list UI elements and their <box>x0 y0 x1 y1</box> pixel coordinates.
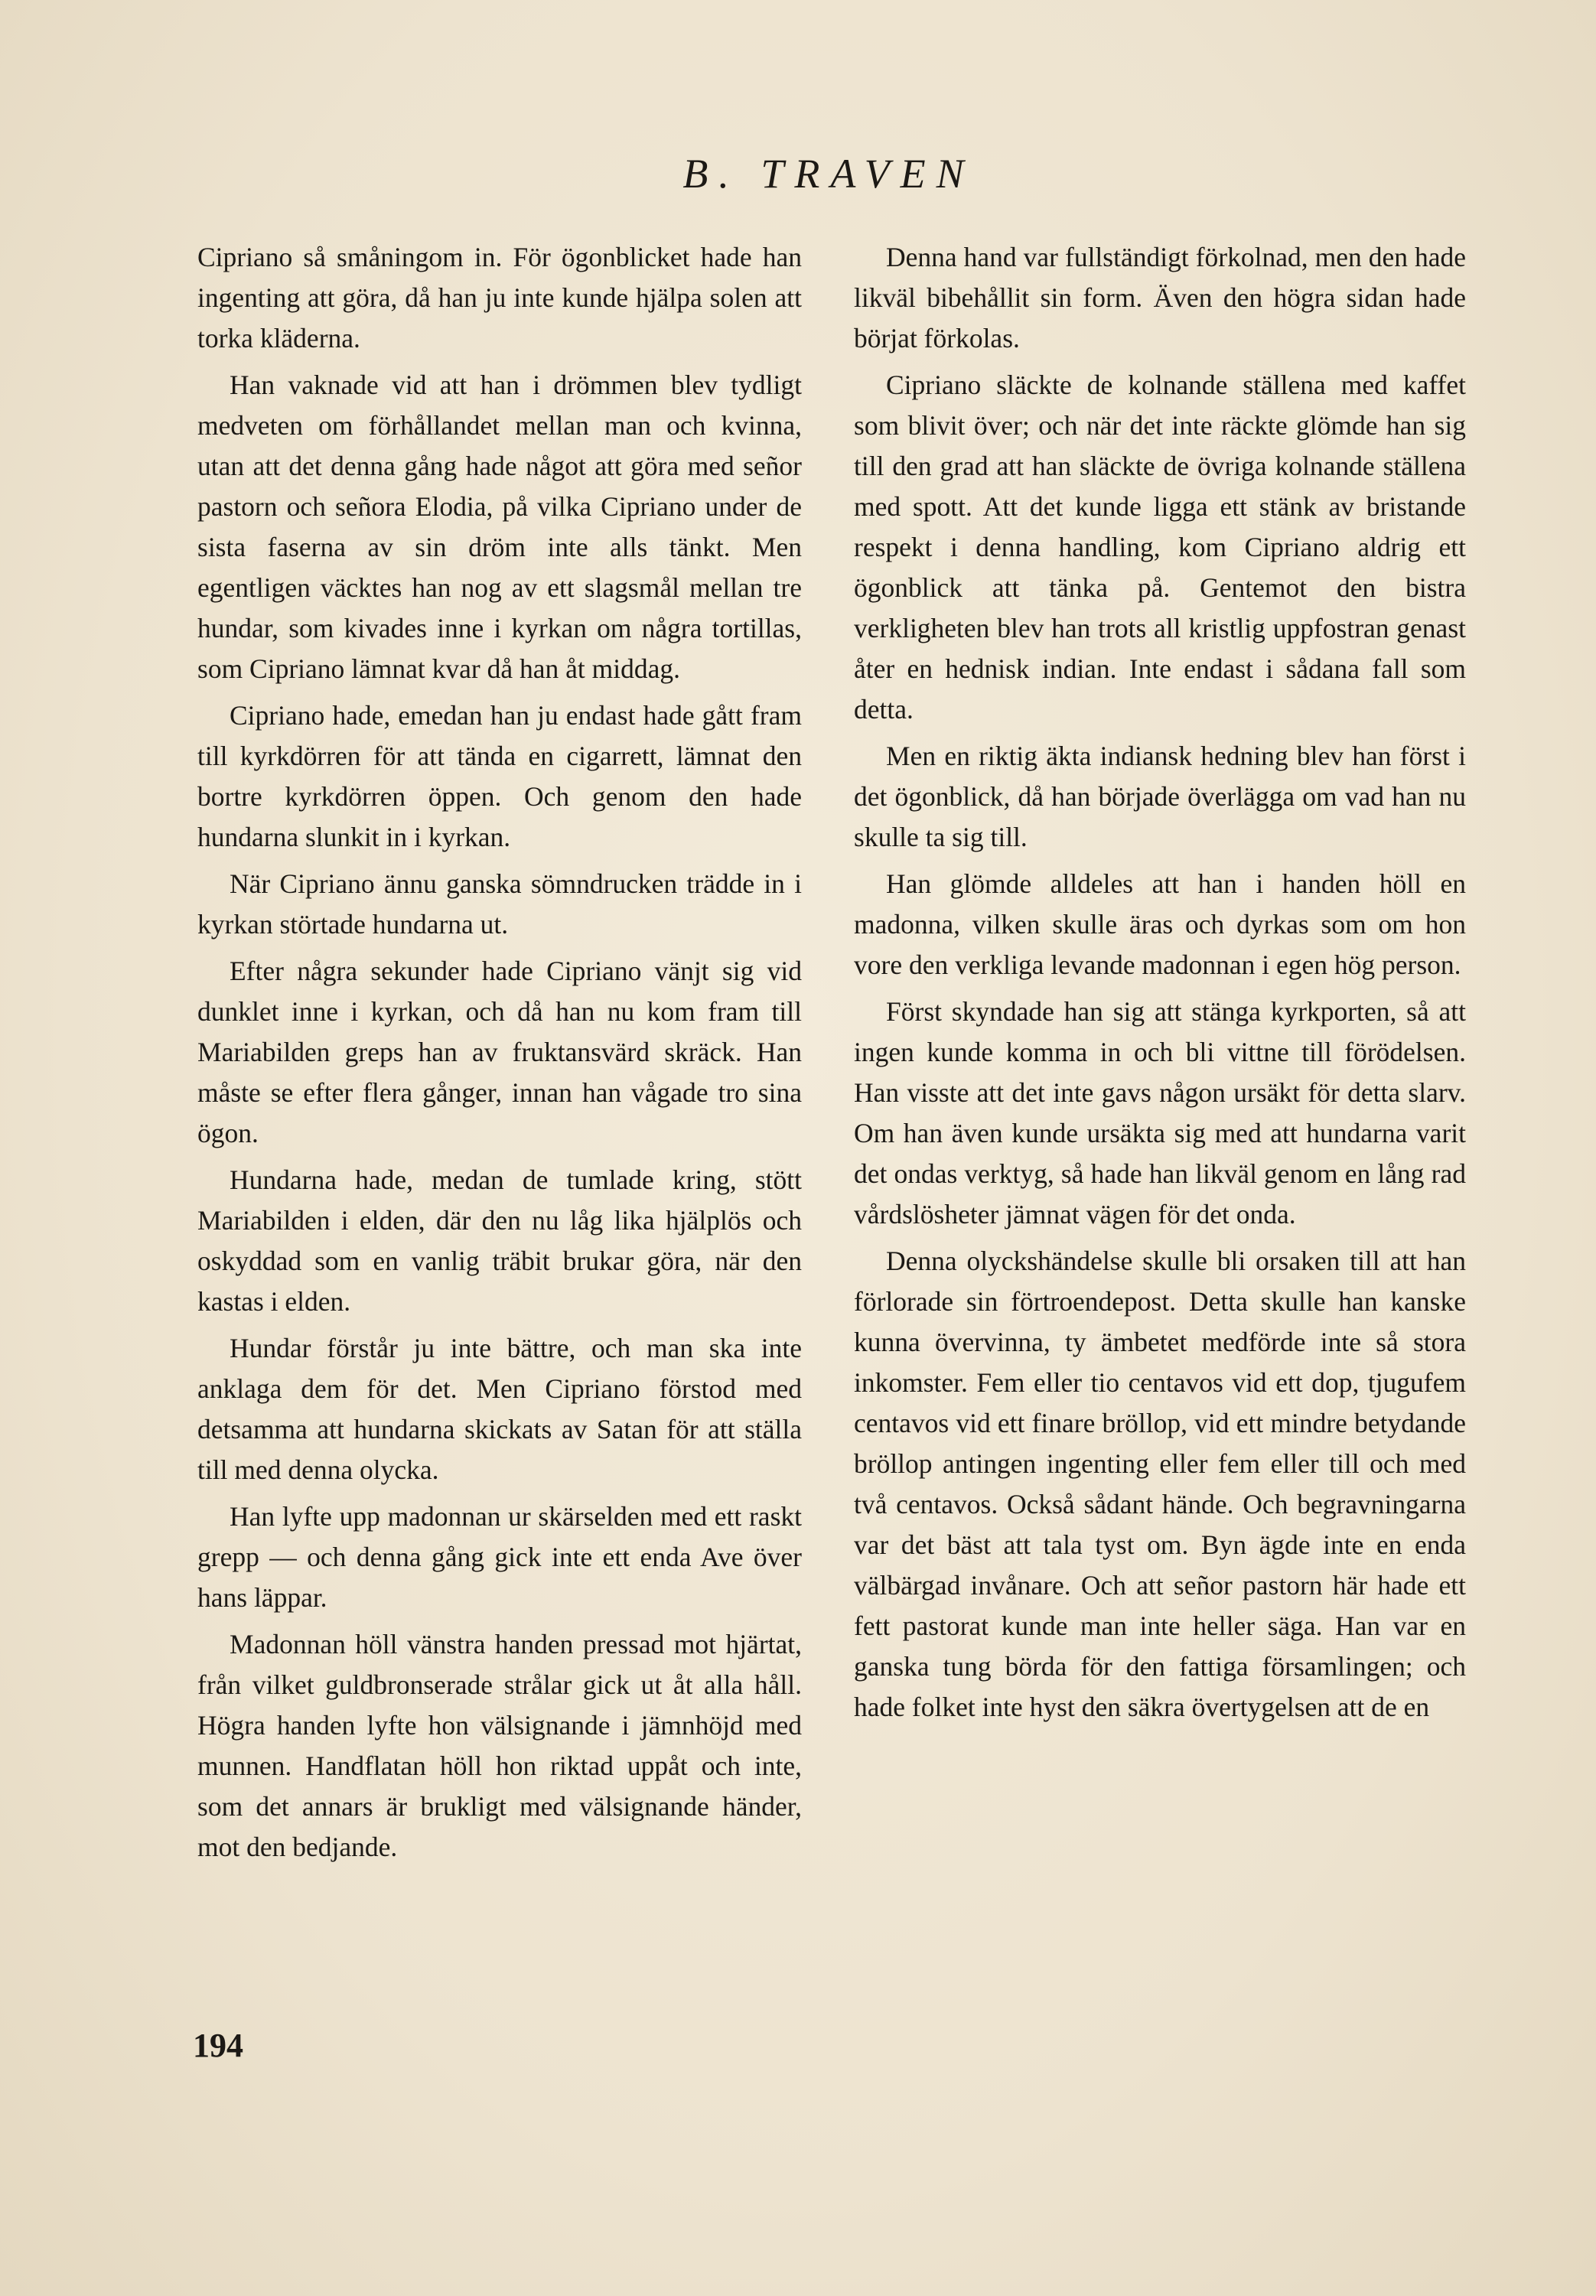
paragraph: Cipriano så småningom in. För ögonblicket hade han ingenting att göra, då han ju inte kunde hjälpa solen att torka kläderna. <box>197 242 802 353</box>
paragraph: Efter några sekunder hade Cipriano vänjt sig vid dunklet inne i kyrkan, och då han nu kom fram till Mariabilden greps han av fruktansvärd skräck. Han måste se efter flera gånger, innan han vågade tro sina ögon. <box>197 956 802 1148</box>
paragraph: Denna hand var fullständigt förkolnad, men den hade likväl bibehållit sin form. Även den högra sidan hade börjat förkolas. <box>854 242 1466 353</box>
paragraph: Denna olyckshändelse skulle bli orsaken till att han förlorade sin förtroendepost. Detta skulle han kanske kunna övervinna, ty ämbetet medförde inte så stora inkomster. Fem eller tio centavos vid ett dop, tjugufem centavos vid ett finare bröllop, vid ett mindre betydande bröllop antingen ingenting eller fem eller till och med två centavos. Också sådant hände. Och begravningarna var det bäst att tala tyst om. Byn ägde inte en enda välbärgad invånare. Och att señor pastorn här hade ett fett pastorat kunde man inte heller säga. Han var en ganska tung börda för den fattiga församlingen; och hade folket inte hyst den säkra övertygelsen att de en <box>854 1246 1466 1722</box>
paragraph: Hundar förstår ju inte bättre, och man ska inte anklaga dem för det. Men Cipriano förstod med detsamma att hundarna skickats av Satan för att ställa till med denna olycka. <box>197 1333 802 1485</box>
paragraph: Han lyfte upp madonnan ur skärselden med ett raskt grepp — och denna gång gick inte ett enda Ave över hans läppar. <box>197 1501 802 1613</box>
paragraph: Han glömde alldeles att han i handen höll en madonna, vilken skulle äras och dyrkas som om hon vore den verkliga levande madonnan i egen hög person. <box>854 868 1466 980</box>
paragraph: När Cipriano ännu ganska sömndrucken trädde in i kyrkan störtade hundarna ut. <box>197 868 802 940</box>
left-text-column <box>197 237 802 1874</box>
paragraph: Han vaknade vid att han i drömmen blev tydligt medveten om förhållandet mellan man och kvinna, utan att det denna gång hade något att göra med señor pastorn och señora Elodia, på vilka Cipriano under de sista faserna av sin dröm inte alls tänkt. Men egentligen väcktes han nog av ett slagsmål mellan tre hundar, som kivades inne i kyrkan om några tortillas, som Cipriano lämnat kvar då han åt middag. <box>197 370 802 684</box>
paragraph: Cipriano hade, emedan han ju endast hade gått fram till kyrkdörren för att tända en cigarrett, lämnat den bortre kyrkdörren öppen. Och genom den hade hundarna slunkit in i kyrkan. <box>197 700 802 852</box>
paragraph: Men en riktig äkta indiansk hedning blev han först i det ögonblick, då han började överlägga om vad han nu skulle ta sig till. <box>854 741 1466 852</box>
right-text-column <box>854 237 1466 1734</box>
running-title: B. TRAVEN <box>682 151 975 197</box>
paragraph: Madonnan höll vänstra handen pressad mot hjärtat, från vilket guldbronserade strålar gick ut åt alla håll. Högra handen lyfte hon välsignande i jämnhöjd med munnen. Handflatan höll hon riktad uppåt och inte, som det annars är brukligt med välsignande händer, mot den bedjande. <box>197 1629 802 1862</box>
paragraph: Hundarna hade, medan de tumlade kring, stött Mariabilden i elden, där den nu låg lika hjälplös och oskyddad som en vanlig träbit brukar göra, när den kastas i elden. <box>197 1164 802 1317</box>
paragraph: Cipriano släckte de kolnande ställena med kaffet som blivit över; och när det inte räckte glömde han sig till den grad att han släckte de övriga kolnande ställena med spott. Att det kunde ligga ett stänk av bristande respekt i denna handling, kom Cipriano aldrig ett ögonblick att tänka på. Gentemot den bistra verkligheten blev han trots all kristlig uppfostran genast åter en hednisk indian. Inte endast i sådana fall som detta. <box>854 370 1466 725</box>
page-number: 194 <box>193 2027 243 2064</box>
paragraph: Först skyndade han sig att stänga kyrkporten, så att ingen kunde komma in och bli vittne till förödelsen. Han visste att det inte gavs någon ursäkt för detta slarv. Om han även kunde ursäkta sig med att hundarna varit det ondas verktyg, så hade han likväl genom en lång rad vårdslösheter jämnat vägen för det onda. <box>854 996 1466 1229</box>
